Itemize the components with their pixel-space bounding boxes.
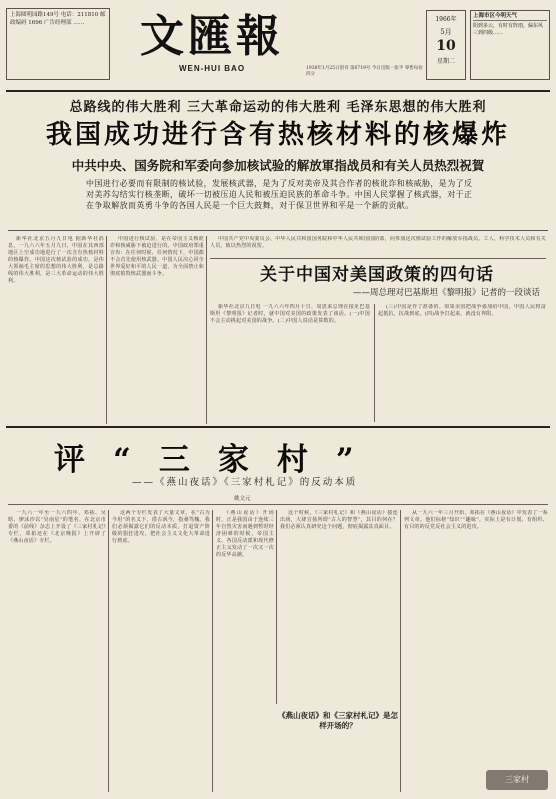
newspaper-title: 文匯報 bbox=[140, 11, 284, 62]
column-b-text: 中国进行核试验，是在帝国主义核讹诈和核威胁下被迫进行的。中国政府郑重宣布：在任何时候、任何情况下，中国都不会首先使用核武器。中国人民决心同全世界爱好和平的人民一道，为全面禁止和彻底销毁核武器而斗争。 bbox=[110, 236, 204, 277]
title-char-ping: 评 bbox=[54, 442, 87, 478]
title-open-quote: “ bbox=[113, 442, 133, 478]
column-divider bbox=[106, 236, 107, 424]
policy-left-text: 新华社北京九日电 一九六六年四月十日，周恩来总理在接见巴基斯坦《黎明报》记者时，就中国对美国的政策发表了谈话。(一)中国不会主动挑起对美国的战争。(二)中国人说话是算数的。 bbox=[210, 304, 370, 324]
policy-column-left bbox=[210, 304, 370, 422]
newspaper-pinyin: WEN-HUI BAO bbox=[178, 64, 246, 73]
publisher-info-box: 上海圆明园路149号 电话：211810 邮政编码 1696 广告经理部 …… bbox=[6, 8, 110, 80]
weather-body: 阴到多云，有时有阵雨，偏东风三到四级…… bbox=[473, 23, 544, 36]
policy-headline: 关于中国对美国政策的四句话 bbox=[260, 265, 494, 285]
sub-headline: 中共中央、国务院和军委向参加核试验的解放軍指战员和有关人员热烈祝賀 bbox=[71, 158, 485, 173]
article-column-c bbox=[210, 236, 546, 256]
main-headline: 我国成功进行含有热核材料的核爆炸 bbox=[45, 120, 510, 150]
policy-subheadline: ——周总理对巴基斯坦《黎明报》记者的一段谈话 bbox=[352, 288, 540, 298]
section-rule bbox=[210, 258, 546, 259]
title-char-san: 三 bbox=[158, 442, 192, 478]
column-a-text: 新华社北京五月九日电 据新华社消息，一九六六年五月九日，中国在其西部地区上空成功地进行了一次含有热核材料的核爆炸。中国这次核试验的成功，是伟大领袖毛主席的思想的伟大胜利，是总路线的伟大胜利，是三大革命运动的伟大胜利。 bbox=[8, 236, 104, 284]
column-divider bbox=[206, 236, 207, 424]
title-char-cun: 村 bbox=[276, 442, 310, 478]
lead-paragraph: 中国进行必要而有限制的核试验，发展核武器，是为了反对美帝及其合作者的核讹诈和核威胁，是为了反对美苏勾结实行核垄断，破坏一切被压迫人民和被压迫民族的革命斗争。中国人民掌握了核武器，对于正在争取解放而英勇斗争的各国人民是一个巨大鼓舞，对于保卫世界和平是一个新的贡献。 bbox=[86, 179, 473, 210]
date-day: 10 bbox=[436, 38, 456, 54]
commentary-column-2 bbox=[112, 510, 210, 792]
date-month: 5月 bbox=[440, 28, 452, 36]
commentary-column-3 bbox=[216, 510, 274, 792]
lead-rule bbox=[8, 230, 548, 231]
masthead-rule bbox=[6, 90, 550, 92]
commentary-col1-text: 一九六一年至一九六四年，邓拓、吴晗、廖沫沙以“吴南星”的笔名，在北京市委的《前线》杂志上开设了《三家村札记》专栏，邓拓还在《北京晚报》上开辟了《燕山夜话》专栏。 bbox=[8, 510, 106, 544]
column-divider bbox=[108, 510, 109, 792]
date-year: 1966年 bbox=[435, 16, 457, 23]
column-divider bbox=[276, 510, 277, 704]
watermark-logo: 三家村 bbox=[486, 770, 548, 790]
commentary-author: 姚文元 bbox=[234, 496, 251, 502]
commentary-subheadline: ——《燕山夜话》《三家村札记》的反动本质 bbox=[132, 477, 358, 488]
article-column-a bbox=[8, 236, 104, 424]
policy-column-right bbox=[378, 304, 546, 422]
commentary-column-4 bbox=[280, 510, 398, 704]
title-char-jia: 家 bbox=[217, 442, 251, 478]
issue-line: 1938年1月25日创刊 第6719号 今日出版一张半 零售每份四分 bbox=[306, 66, 423, 77]
title-close-quote: ” bbox=[335, 442, 356, 478]
commentary-col2-text: 这两个专栏发表了大量文章，在“古为今用”的名义下，借古讽今，指桑骂槐。我们必须揭露它们的反动本质，打退资产阶级的猖狂进攻，把社会主义文化大革命进行到底。 bbox=[112, 510, 210, 544]
date-box bbox=[426, 10, 466, 80]
fold-rule bbox=[6, 426, 550, 428]
commentary-column-5 bbox=[404, 510, 548, 766]
weather-title: 上海市区今明天气 bbox=[473, 13, 547, 21]
commentary-col3-text: 《燕山夜话》开场时，正是我国由于连续三年自然灾害而遇到暂时经济困难的时候，帝国主义、各国反动派和现代修正主义发动了一次又一次的反华高潮。 bbox=[216, 510, 274, 558]
article-column-b bbox=[110, 236, 204, 424]
inset-headline: 《燕山夜话》和《三家村札记》是怎样开场的？ bbox=[278, 711, 398, 730]
commentary-col5-text: 从一九六一年三月开始，邓拓在《燕山夜话》中发表了一系列文章。他们标榜“知识”“趣味”，实际上是有计划、有组织、有目的的反党反社会主义的进攻。 bbox=[404, 510, 548, 530]
commentary-headline bbox=[54, 434, 354, 479]
commentary-col4-text: 这个时候，《三家村札记》和《燕山夜话》接连出场，大肆宣扬所谓“古人的智慧”，其目的何在？我们必须认真研究这个问题，彻底揭露其真面目。 bbox=[280, 510, 398, 530]
column-divider bbox=[374, 304, 375, 422]
column-c-text: 中国共产党中央委员会、中华人民共和国国务院和中华人民共和国国防部，向参加这次核试验工作的解放军指战员、工人、科学技术人员和有关人员，致以热烈的祝贺。 bbox=[210, 236, 546, 249]
column-divider bbox=[212, 510, 213, 792]
kicker-headline: 总路线的伟大胜利 三大革命运动的伟大胜利 毛泽东思想的伟大胜利 bbox=[69, 100, 487, 115]
date-weekday: 星期二 bbox=[436, 58, 455, 65]
policy-right-text: (三)中国是作了准备的。如果美国把战争强加给中国，中国人民将奋起抵抗，抗战到底。(四)战争打起来，就没有界限。 bbox=[378, 304, 546, 317]
masthead bbox=[6, 8, 550, 90]
weather-box bbox=[470, 10, 550, 80]
commentary-rule bbox=[8, 504, 548, 505]
column-divider bbox=[400, 510, 401, 792]
commentary-column-1 bbox=[8, 510, 106, 792]
